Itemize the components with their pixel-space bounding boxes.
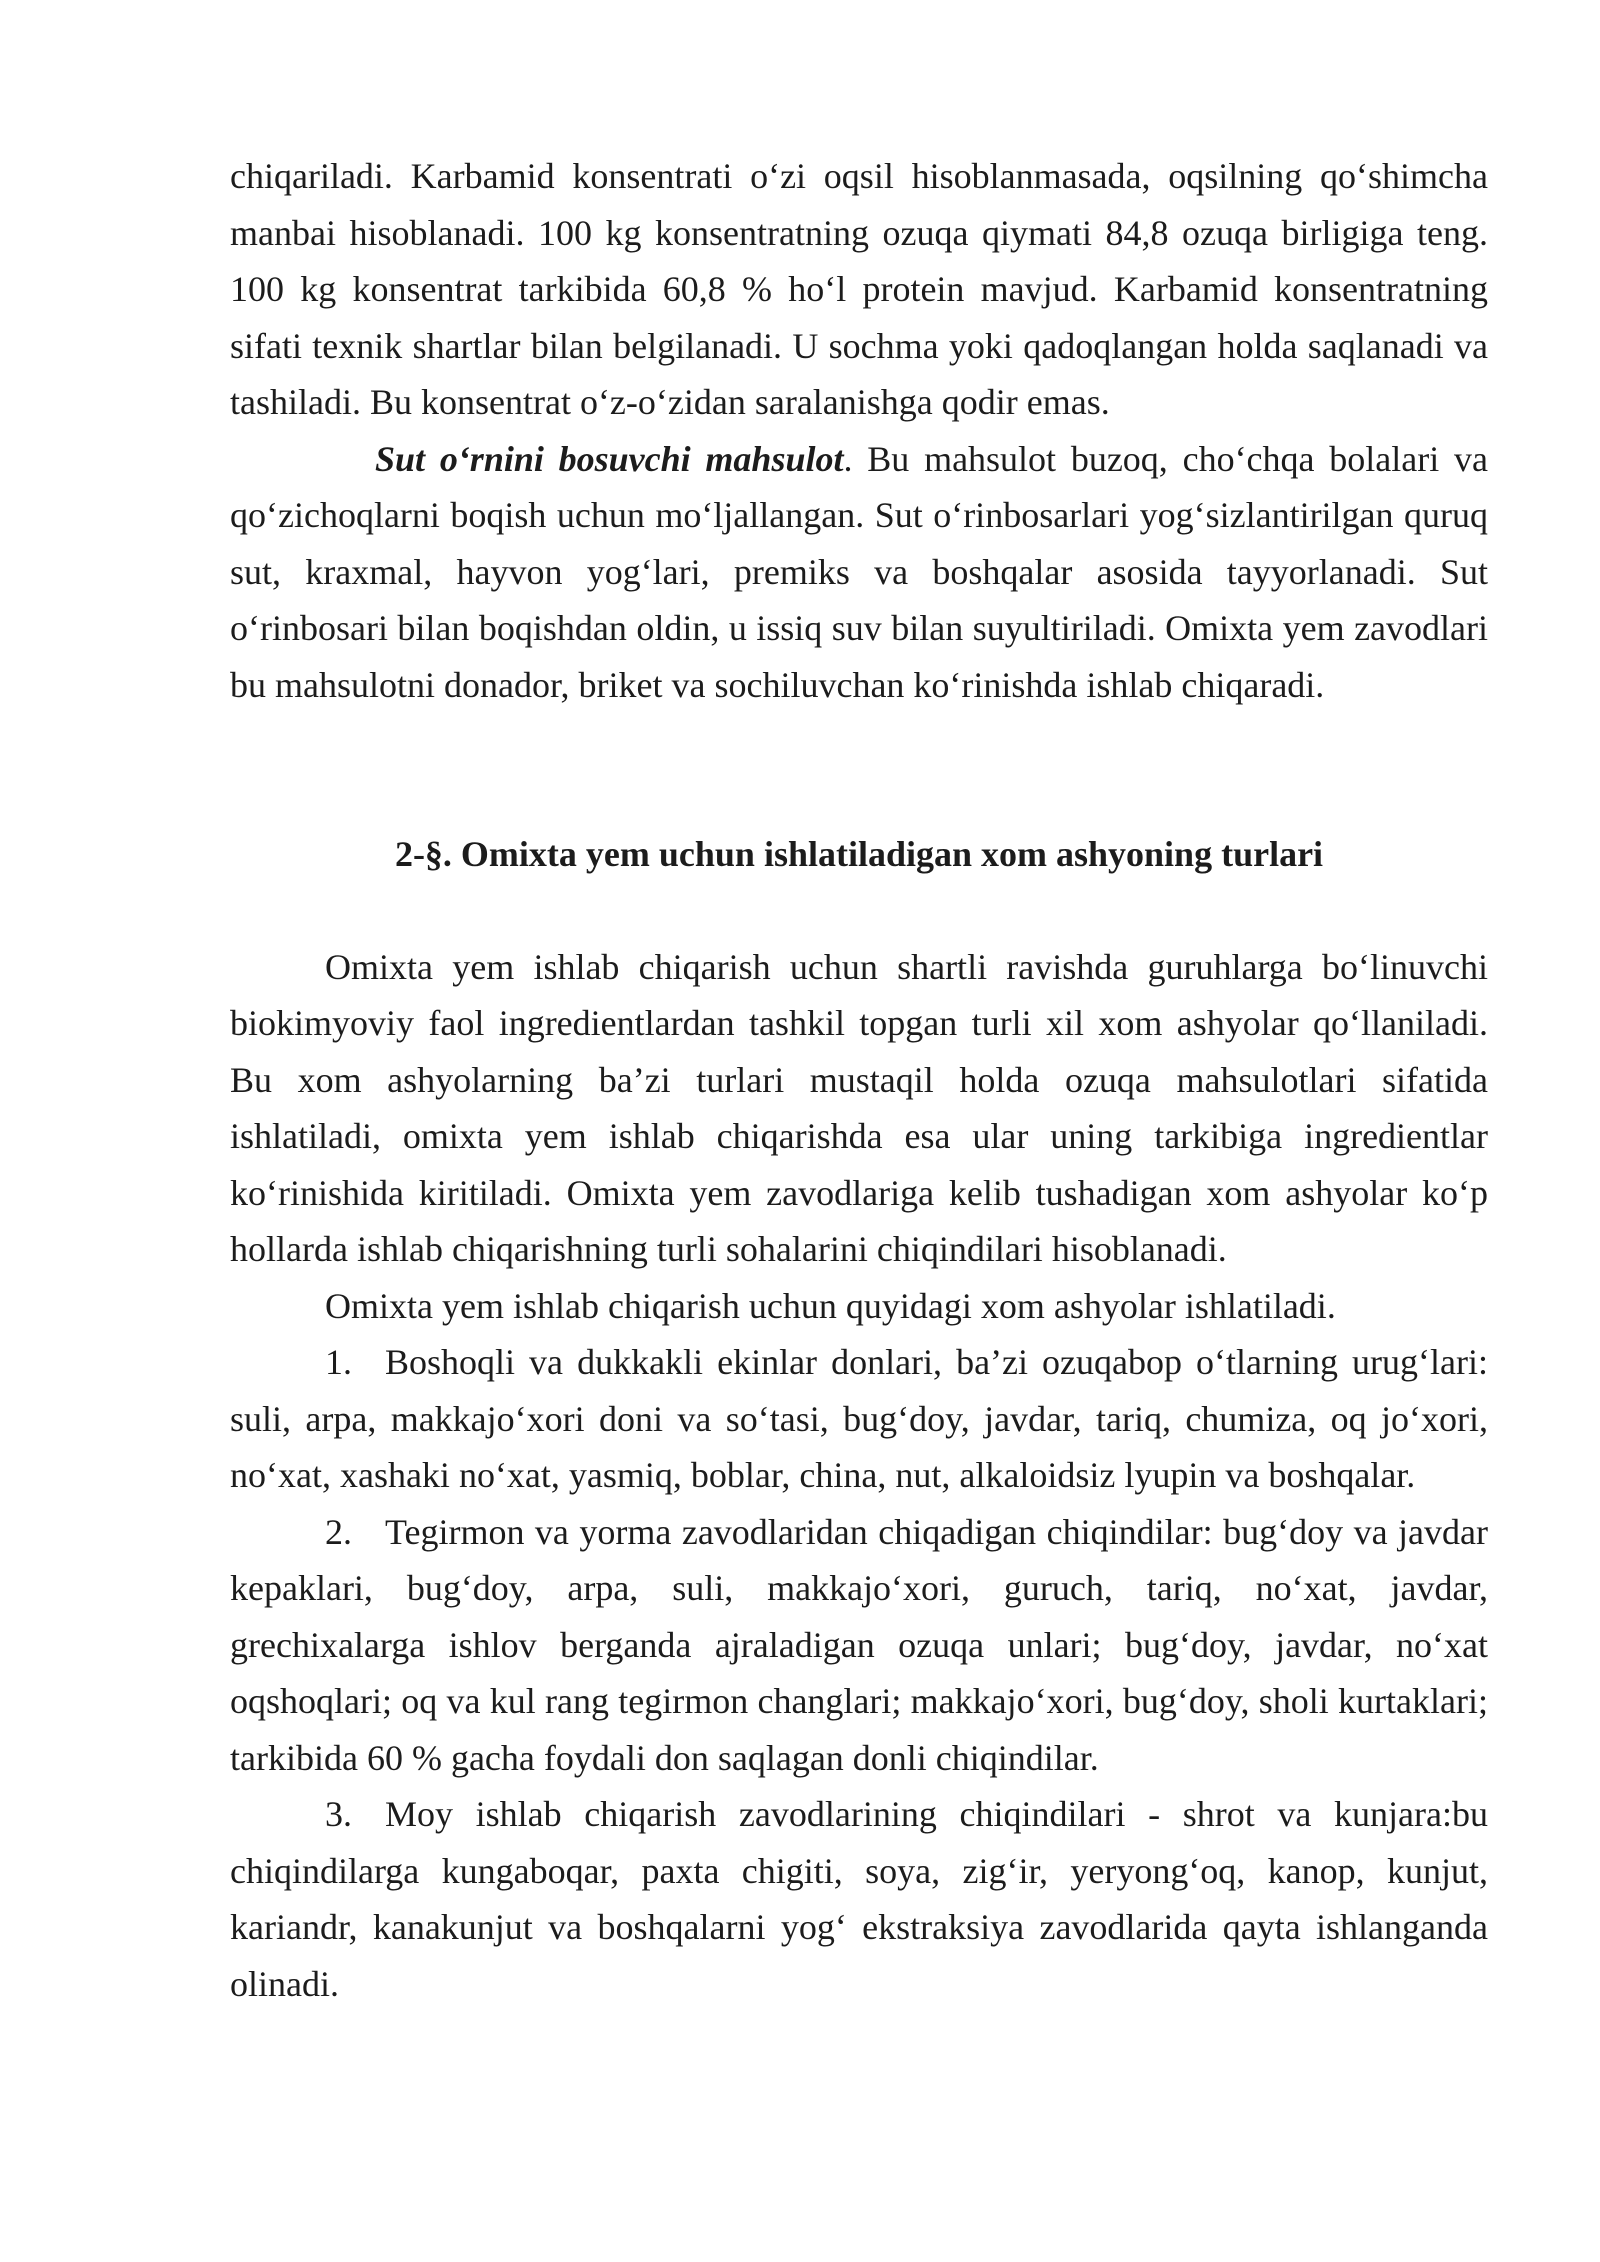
section-heading: 2-§. Omixta yem uchun ishlatiladigan xom ashyoning turlari: [394, 834, 1324, 874]
list-item-text: Moy ishlab chiqarish zavodlarining chiqindilari - shrot va kunjara:bu chiqindilarga kungaboqar, paxta chigiti, soya, zig‘ir, yeryong‘oq, kanop, kunjut, kariandr, kanakunjut va boshqalarni yog‘ ekstraksiya zavodlarida qayta ishlanganda olinadi.: [230, 1794, 1488, 2004]
list-item-number: 3.: [325, 1794, 352, 1834]
paragraph-milk-replacer: [230, 431, 1488, 714]
list-item-text: Tegirmon va yorma zavodlaridan chiqadigan chiqindilar: bug‘doy va javdar kepaklari, bug‘doy, arpa, suli, makkajo‘xori, guruch, tariq, no‘xat, javdar, grechixalarga ishlov berganda ajraladigan ozuqa unlari; bug‘doy, javdar, no‘xat oqshoqlari; oq va kul rang tegirmon changlari; makkajo‘xori, bug‘doy, sholi kurtaklari; tarkibida 60 % gacha foydali don saqlagan donli chiqindilar.: [230, 1511, 1488, 1778]
document-page: [230, 148, 1488, 2012]
list-item: [230, 1504, 1488, 1787]
term-milk-replacer: Sut o‘rnini bosuvchi mahsulot: [375, 438, 844, 479]
list-item: [230, 1334, 1488, 1504]
list-item-number: 2.: [325, 1511, 352, 1552]
list-item-text: Boshoqli va dukkakli ekinlar donlari, ba’zi ozuqabop o‘tlarning urug‘lari: suli, arpa, makkajo‘xori doni va so‘tasi, bug‘doy, javdar, tariq, chumiza, oq jo‘xori, no‘xat, xashaki no‘xat, yasmiq, boblar, china, nut, alkaloidsiz lyupin va boshqalar.: [230, 1342, 1488, 1495]
paragraph-milk-replacer-text: . Bu mahsulot buzoq, cho‘chqa bolalari va qo‘zichoqlarni boqish uchun mo‘ljallangan. Sut o‘rinbosarlari yog‘sizlantirilgan quruq sut, kraxmal, hayvon yog‘lari, premiks va boshqalar asosida tayyorlanadi. Sut o‘rinbosari bilan boqishdan oldin, u issiq suv bilan suyultiriladi. Omixta yem zavodlari bu mahsulotni donador, briket va sochiluvchan ko‘rinishda ishlab chiqaradi.: [230, 438, 1488, 705]
list-item: [230, 1786, 1488, 2012]
spacer: [230, 883, 1488, 939]
list-item-number: 1.: [325, 1342, 352, 1382]
paragraph-intro: Omixta yem ishlab chiqarish uchun shartli ravishda guruhlarga bo‘linuvchi biokimyoviy faol ingredientlardan tashkil topgan turli xil xom ashyolar qo‘llaniladi. Bu xom ashyolarning ba’zi turlari mustaqil holda ozuqa mahsulotlari sifatida ishlatiladi, omixta yem ishlab chiqarishda esa ular uning tarkibiga ingredientlar ko‘rinishida kiritiladi. Omixta yem zavodlariga kelib tushadigan xom ashyolar ko‘p hollarda ishlab chiqarishning turli sohalarini chiqindilari hisoblanadi.: [230, 946, 1488, 1269]
paragraph-lead: Omixta yem ishlab chiqarish uchun quyidagi xom ashyolar ishlatiladi.: [325, 1285, 1336, 1326]
paragraph-karbamid: chiqariladi. Karbamid konsentrati o‘zi oqsil hisoblanmasada, oqsilning qo‘shimcha manbai hisoblanadi. 100 kg konsentratning ozuqa qiymati 84,8 ozuqa birligiga teng. 100 kg konsentrat tarkibida 60,8 % ho‘l protein mavjud. Karbamid konsentratning sifati texnik shartlar bilan belgilanadi. U sochma yoki qadoqlangan holda saqlanadi va tashiladi. Bu konsentrat o‘z-o‘zidan saralanishga qodir emas.: [230, 156, 1488, 422]
spacer: [230, 713, 1488, 826]
